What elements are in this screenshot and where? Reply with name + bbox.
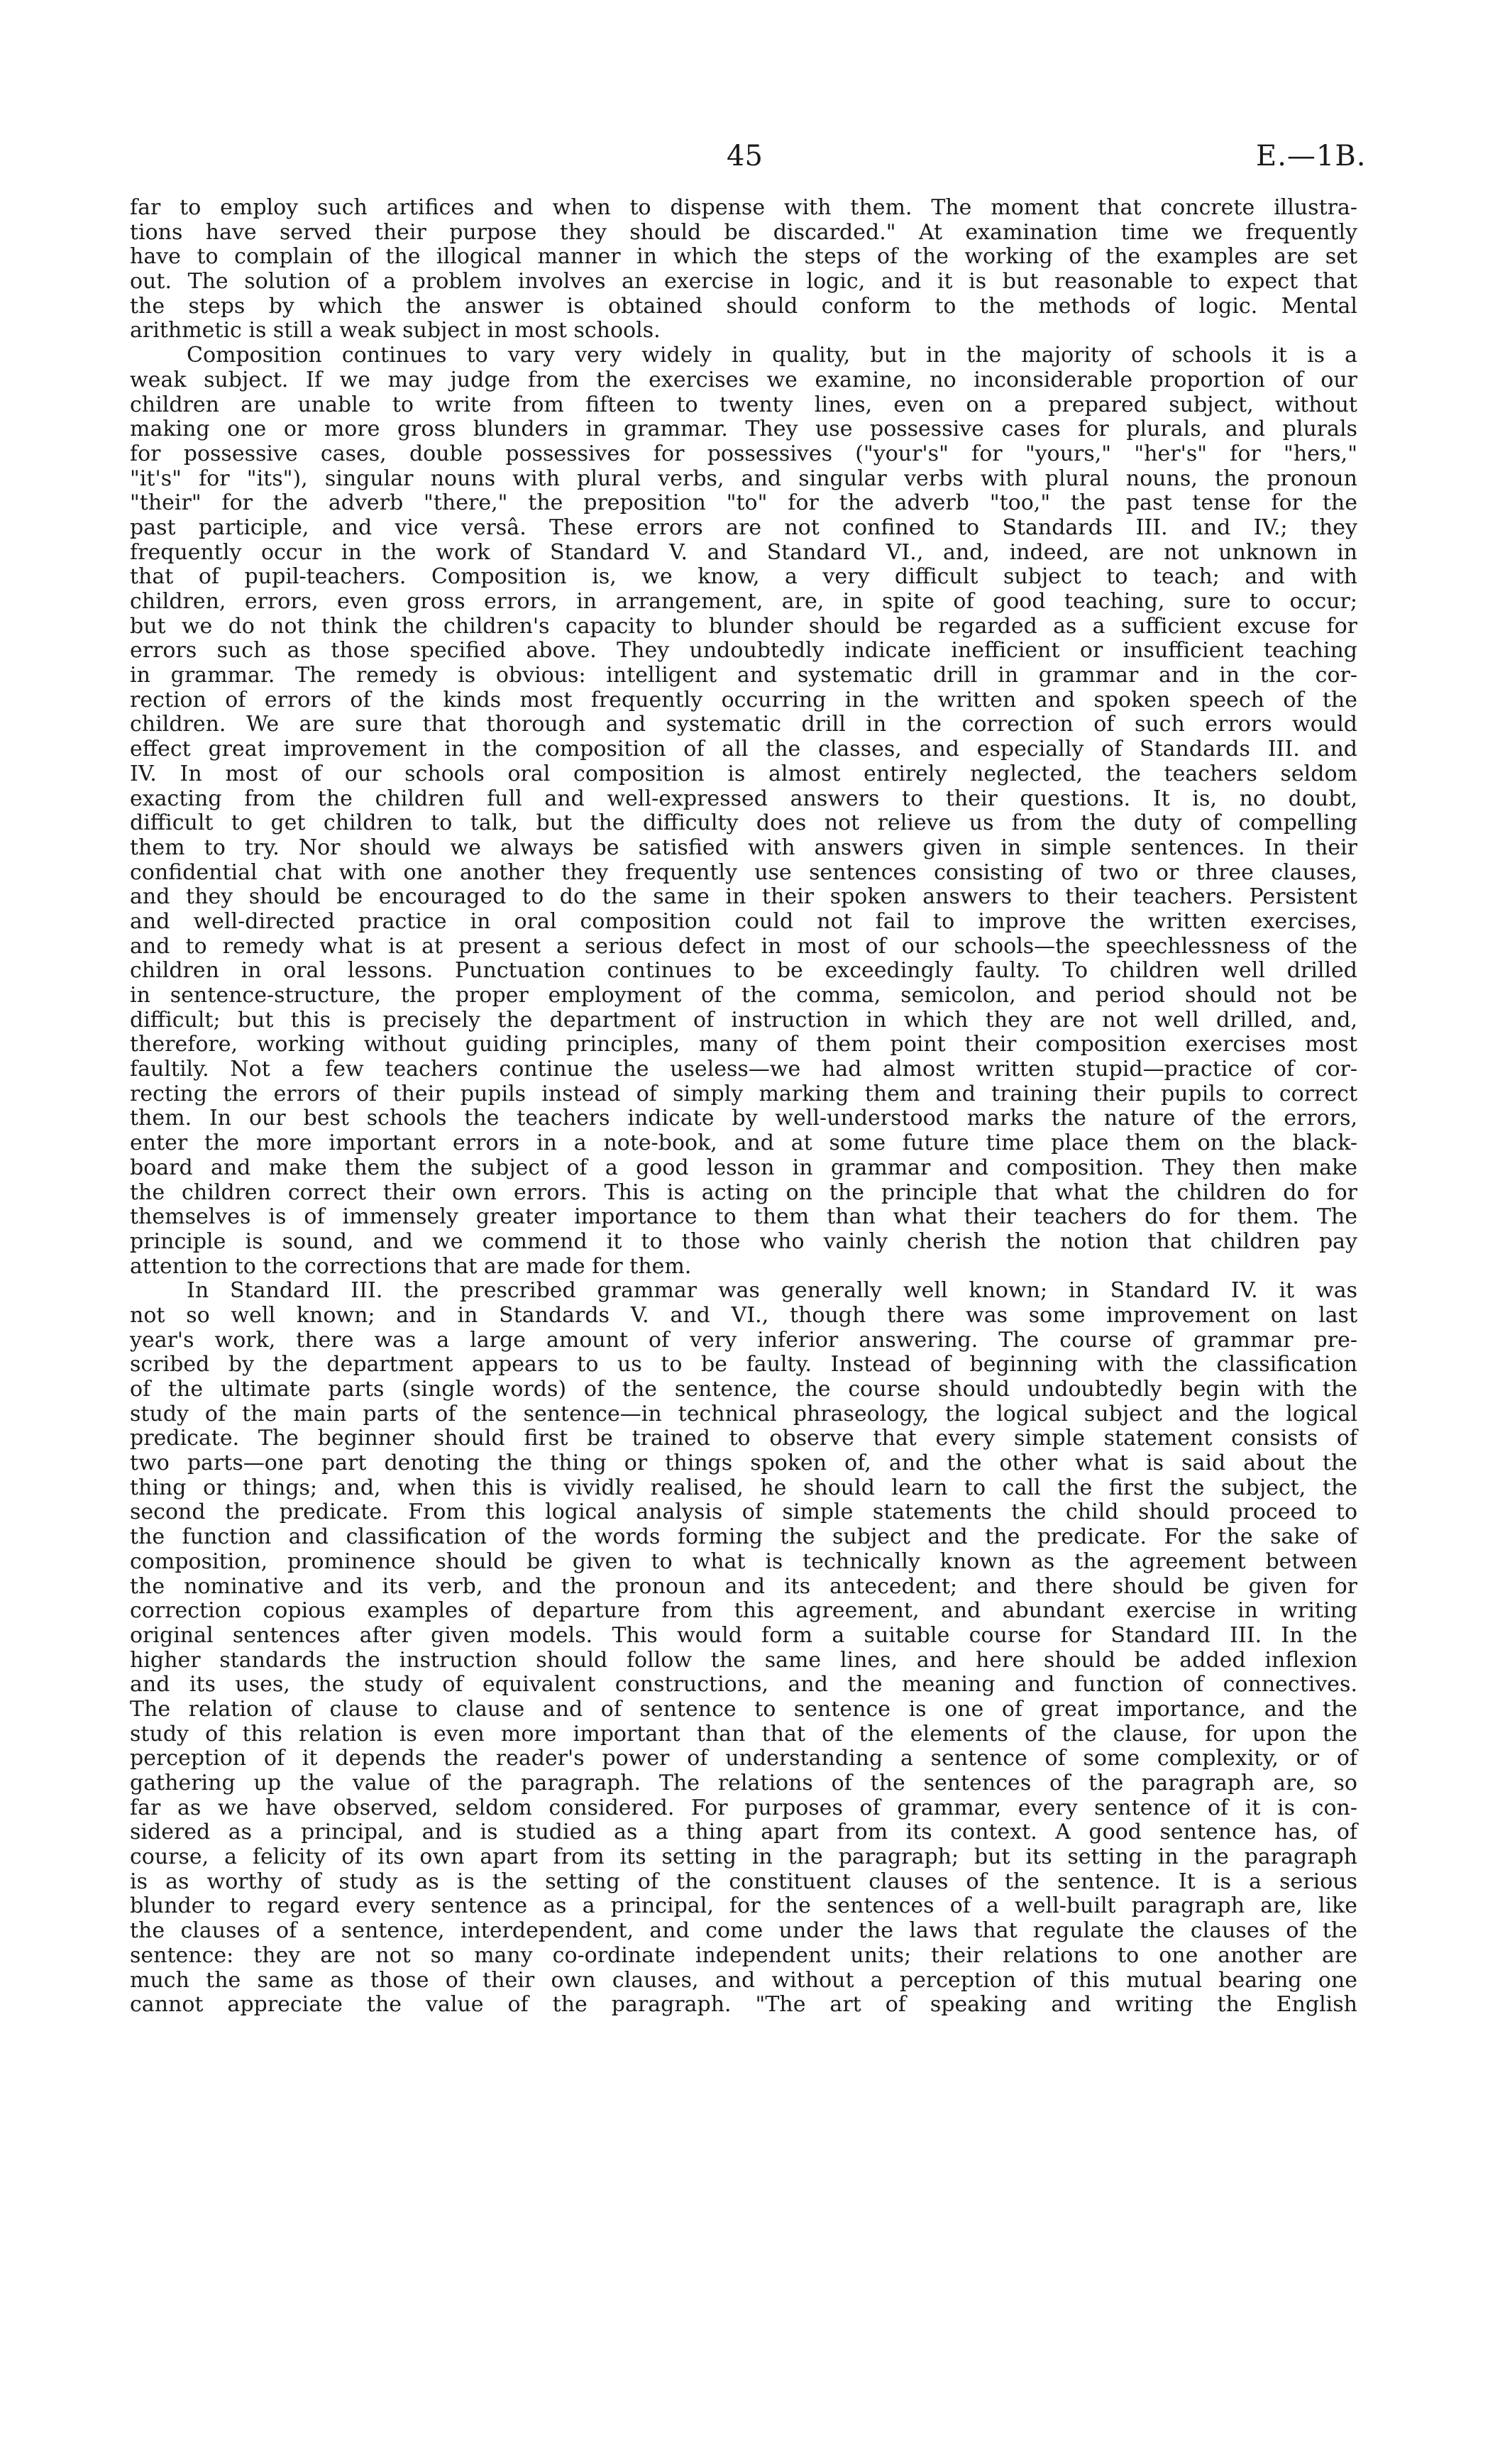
text-line: the children correct their own errors. This is acting on the principle that what the children do for (130, 1179, 1357, 1205)
text-line: but we do not think the children's capacity to blunder should be regarded as a sufficient excuse for (130, 613, 1357, 639)
page-number: 45 (727, 140, 763, 172)
text-line: composition, prominence should be given to what is technically known as the agreement between (130, 1549, 1357, 1574)
text-line: them to try. Nor should we always be satisfied with answers given in simple sentences. In their (130, 835, 1357, 860)
text-line: faultily. Not a few teachers continue the useless—we had almost written stupid—practice of cor- (130, 1057, 1357, 1082)
text-line: exacting from the children full and well-expressed answers to their questions. It is, no doubt, (130, 786, 1357, 811)
text-line: board and make them the subject of a good lesson in grammar and composition. They then make (130, 1155, 1357, 1180)
text-line: difficult to get children to talk, but the difficulty does not relieve us from the duty of compelling (130, 810, 1357, 836)
text-line: confidential chat with one another they frequently use sentences consisting of two or three clauses, (130, 859, 1357, 885)
text-line: The relation of clause to clause and of sentence to sentence is one of great importance, and the (130, 1696, 1357, 1722)
text-line: In Standard III. the prescribed grammar was generally well known; in Standard IV. it was (187, 1278, 1357, 1304)
text-line: difficult; but this is precisely the department of instruction in which they are not well drilled, and, (130, 1007, 1357, 1033)
text-line: the clauses of a sentence, interdependent, and come under the laws that regulate the clauses of the (130, 1918, 1357, 1944)
text-line: study of this relation is even more important than that of the elements of the clause, for upon the (130, 1721, 1357, 1747)
text-line: and they should be encouraged to do the same in their spoken answers to their teachers. Persistent (130, 884, 1357, 910)
text-line: is as worthy of study as is the setting of the constituent clauses of the sentence. It is a serious (130, 1869, 1357, 1894)
text-line: arithmetic is still a weak subject in most schools. (130, 318, 661, 343)
text-line: "their" for the adverb "there," the preposition "to" for the adverb "too," the past tense for the (130, 490, 1357, 516)
text-line: higher standards the instruction should follow the same lines, and here should be added inflexion (130, 1647, 1357, 1673)
text-line: for possessive cases, double possessives for possessives ("your's" for "yours," "her's" for "hers," (130, 441, 1357, 466)
text-line: predicate. The beginner should first be trained to observe that every simple statement consists of (130, 1426, 1357, 1451)
text-line: the steps by which the answer is obtained should conform to the methods of logic. Mental (130, 293, 1357, 319)
text-line: weak subject. If we may judge from the exercises we examine, no inconsiderable proportion of our (130, 367, 1357, 392)
text-line: much the same as those of their own clauses, and without a perception of this mutual bearing one (130, 1967, 1357, 1993)
text-line: children are unable to write from fifteen to twenty lines, even on a prepared subject, without (130, 392, 1357, 417)
text-line: attention to the corrections that are made for them. (130, 1253, 692, 1279)
text-line: original sentences after given models. This would form a suitable course for Standard III. In the (130, 1622, 1357, 1648)
text-line: perception of it depends the reader's power of understanding a sentence of some complexity, or of (130, 1746, 1357, 1771)
text-line: scribed by the department appears to us to be faulty. Instead of beginning with the classification (130, 1352, 1357, 1377)
text-line: cannot appreciate the value of the paragraph. "The art of speaking and writing the English (130, 1992, 1357, 2018)
text-line: not so well known; and in Standards V. and VI., though there was some improvement on last (130, 1302, 1357, 1328)
text-line: out. The solution of a problem involves an exercise in logic, and it is but reasonable to expect that (130, 269, 1357, 295)
text-line: thing or things; and, when this is vividly realised, he should learn to call the first the subject, the (130, 1475, 1357, 1500)
text-line: errors such as those specified above. They undoubtedly indicate inefficient or insufficient teaching (130, 638, 1357, 664)
text-line: sidered as a principal, and is studied as a thing apart from its context. A good sentence has, of (130, 1820, 1357, 1845)
text-line: sentence: they are not so many co-ordinate independent units; their relations to one another are (130, 1942, 1357, 1968)
text-line: second the predicate. From this logical analysis of simple statements the child should proceed to (130, 1500, 1357, 1525)
text-line: and its uses, the study of equivalent constructions, and the meaning and function of connectives. (130, 1672, 1357, 1698)
text-line: IV. In most of our schools oral composition is almost entirely neglected, the teachers seldom (130, 761, 1357, 786)
text-line: themselves is of immensely greater importance to them than what their teachers do for them. The (130, 1204, 1357, 1230)
text-line: recting the errors of their pupils instead of simply marking them and training their pupils to correct (130, 1081, 1357, 1106)
text-line: two parts—one part denoting the thing or things spoken of, and the other what is said about the (130, 1451, 1357, 1476)
document-reference: E.—1B. (1256, 140, 1367, 172)
text-line: making one or more gross blunders in grammar. They use possessive cases for plurals, and plurals (130, 417, 1357, 442)
text-line: of the ultimate parts (single words) of the sentence, the course should undoubtedly begin with the (130, 1377, 1357, 1402)
text-line: children. We are sure that thorough and systematic drill in the correction of such errors would (130, 712, 1357, 737)
text-line: the nominative and its verb, and the pronoun and its antecedent; and there should be given for (130, 1573, 1357, 1599)
text-line: study of the main parts of the sentence—in technical phraseology, the logical subject and the logical (130, 1401, 1357, 1426)
body-text (130, 196, 1357, 2018)
text-line: far as we have observed, seldom considered. For purposes of grammar, every sentence of it is con- (130, 1795, 1357, 1820)
text-line: in sentence-structure, the proper employment of the comma, semicolon, and period should not be (130, 983, 1357, 1008)
text-line: Composition continues to vary very widely in quality, but in the majority of schools it is a (187, 343, 1357, 368)
text-line: effect great improvement in the composition of all the classes, and especially of Standards III. and (130, 737, 1357, 762)
text-line: and to remedy what is at present a serious defect in most of our schools—the speechlessness of the (130, 933, 1357, 959)
text-line: course, a felicity of its own apart from its setting in the paragraph; but its setting in the paragraph (130, 1844, 1357, 1870)
text-line: therefore, working without guiding principles, many of them point their composition exercises most (130, 1032, 1357, 1057)
text-line: far to employ such artifices and when to dispense with them. The moment that concrete illustra- (130, 195, 1357, 220)
text-line: that of pupil-teachers. Composition is, we know, a very difficult subject to teach; and with (130, 564, 1357, 590)
text-line: and well-directed practice in oral composition could not fail to improve the written exercises, (130, 908, 1357, 934)
text-line: "it's" for "its"), singular nouns with plural verbs, and singular verbs with plural nouns, the pronoun (130, 466, 1357, 491)
text-line: frequently occur in the work of Standard V. and Standard VI., and, indeed, are not unknown in (130, 539, 1357, 565)
text-line: correction copious examples of departure from this agreement, and abundant exercise in writing (130, 1598, 1357, 1624)
text-line: gathering up the value of the paragraph. The relations of the sentences of the paragraph are, so (130, 1771, 1357, 1795)
text-line: children in oral lessons. Punctuation continues to be exceedingly faulty. To children well drilled (130, 958, 1357, 984)
text-line: tions have served their purpose they should be discarded." At examination time we frequently (130, 219, 1357, 245)
text-line: past participle, and vice versâ. These errors are not confined to Standards III. and IV.; they (130, 515, 1357, 540)
text-line: the function and classification of the words forming the subject and the predicate. For the sake of (130, 1524, 1357, 1550)
text-line: have to complain of the illogical manner in which the steps of the working of the examples are set (130, 244, 1357, 270)
text-line: year's work, there was a large amount of very inferior answering. The course of grammar pre- (130, 1327, 1357, 1353)
text-line: principle is sound, and we commend it to those who vainly cherish the notion that children pay (130, 1228, 1357, 1254)
text-line: children, errors, even gross errors, in arrangement, are, in spite of good teaching, sure to occur; (130, 589, 1357, 614)
text-line: them. In our best schools the teachers indicate by well-understood marks the nature of the errors, (130, 1106, 1357, 1131)
text-line: enter the more important errors in a note-book, and at some future time place them on the black- (130, 1131, 1357, 1156)
text-line: rection of errors of the kinds most frequently occurring in the written and spoken speech of the (130, 687, 1357, 713)
text-line: in grammar. The remedy is obvious: intelligent and systematic drill in grammar and in the cor- (130, 663, 1357, 688)
text-line: blunder to regard every sentence as a principal, for the sentences of a well-built paragraph are, like (130, 1893, 1357, 1919)
